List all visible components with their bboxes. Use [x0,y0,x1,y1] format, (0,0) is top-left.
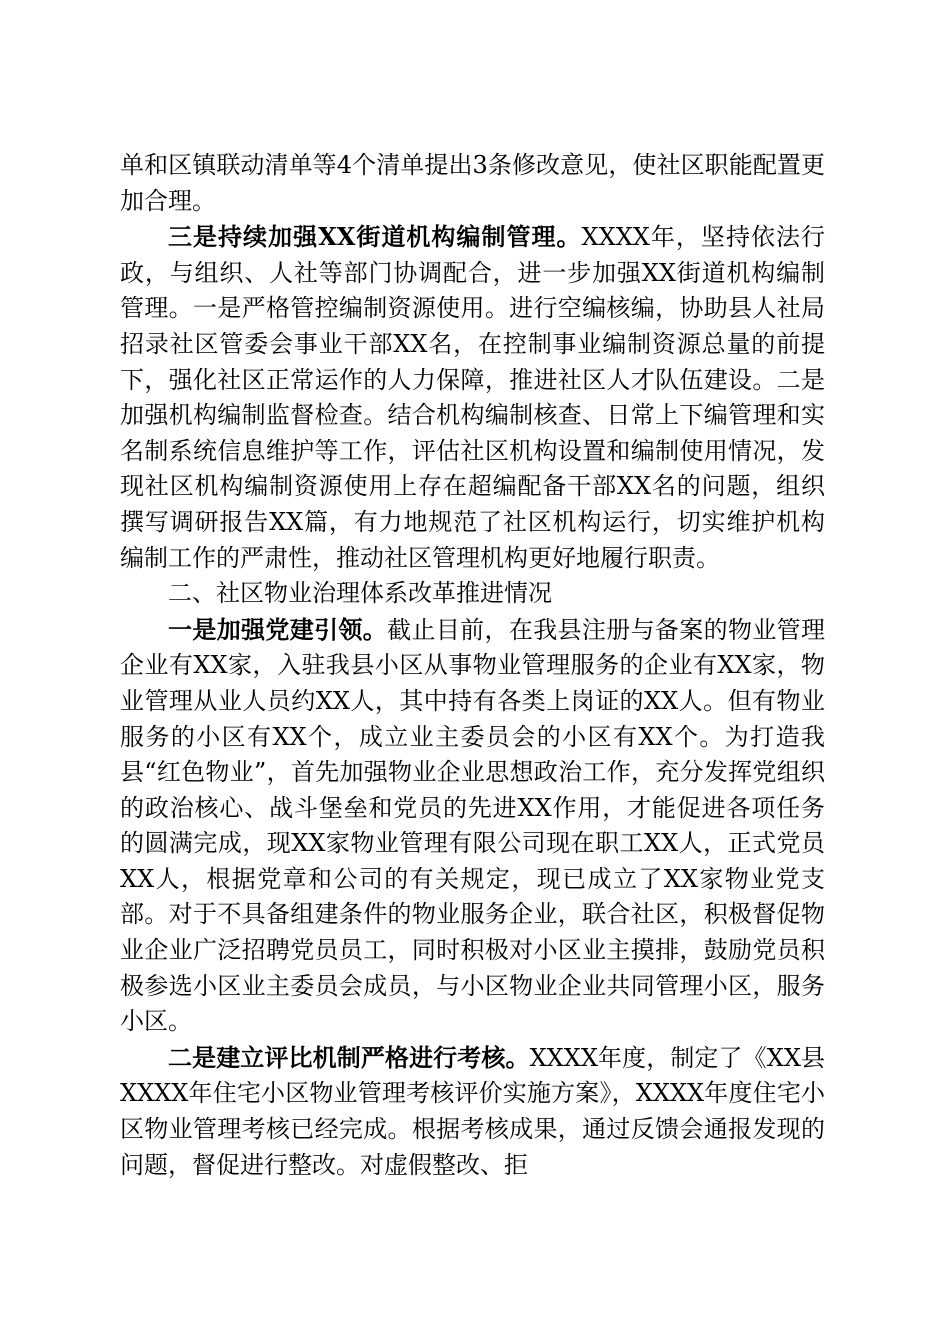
paragraph-continuation [120,148,825,219]
paragraph-street-staffing [120,219,825,576]
paragraph-party-building [120,612,825,1040]
paragraph-text: 截止目前，在我县注册与备案的物业管理企业有XX家，入驻我县小区从事物业管理服务的企业有XX家，物业管理从业人员约XX人，其中持有各类上岗证的XX人。但有物业服务的小区有XX个，成立业主委员会的小区有XX个。为打造我县“红色物业”，首先加强物业企业思想政治工作，充分发挥党组织的政治核心、战斗堡垒和党员的先进XX作用，才能促进各项任务的圆满完成，现XX家物业管理有限公司现在职工XX人，正式党员XX人，根据党章和公司的有关规定，现已成立了XX家物业党支部。对于不具备组建条件的物业服务企业，联合社区，积极督促物业企业广泛招聘党员员工，同时积极对小区业主摸排，鼓励党员积极参选小区业主委员会成员，与小区物业企业共同管理小区，服务小区。 [120,615,826,1036]
paragraph-assessment [120,1040,825,1183]
paragraph-text: XXXX年，坚持依法行政，与组织、人社等部门协调配合，进一步加强XX街道机构编制管理。一是严格管控编制资源使用。进行空编核编，协助县人社局招录社区管委会事业干部XX名，在控制事业编制资源总量的前提下，强化社区正常运作的人力保障，推进社区人才队伍建设。二是加强机构编制监督检查。结合机构编制核查、日常上下编管理和实名制系统信息维护等工作，评估社区机构设置和编制使用情况，发现社区机构编制资源使用上存在超编配备干部XX名的问题，组织撰写调研报告XX篇，有力地规范了社区机构运行，切实维护机构编制工作的严肃性，推动社区管理机构更好地履行职责。 [120,223,825,572]
paragraph-text: XXXX年度，制定了《XX县XXXX年住宅小区物业管理考核评价实施方案》，XXXX年度住宅小区物业管理考核已经完成。根据考核成果，通过反馈会通报发现的问题，督促进行整改。对虚假整改、拒 [120,1043,826,1179]
paragraph-lead: 二是建立评比机制严格进行考核。 [168,1042,530,1072]
document-page [120,148,825,1183]
paragraph-lead: 三是持续加强XX街道机构编制管理。 [168,222,582,252]
section-heading: 二、社区物业治理体系改革推进情况 [168,579,552,608]
paragraph-text: 单和区镇联动清单等4个清单提出3条修改意见，使社区职能配置更加合理。 [120,151,825,215]
paragraph-lead: 一是加强党建引领。 [168,614,388,644]
